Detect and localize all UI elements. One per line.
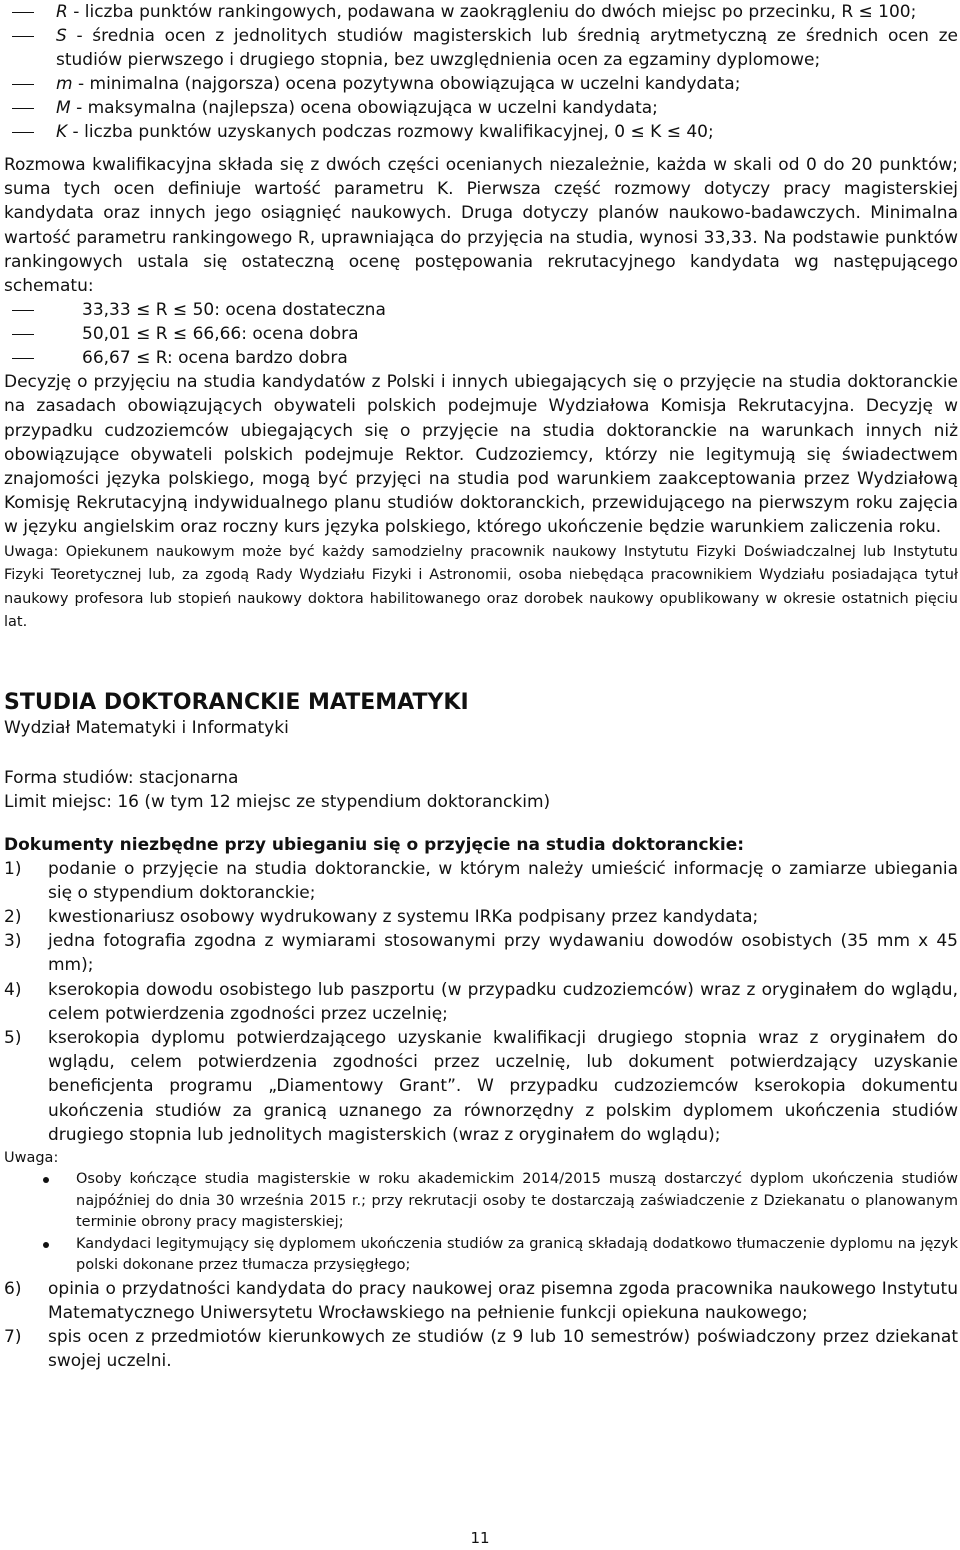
dash-bullet bbox=[4, 72, 56, 96]
symbol: R bbox=[56, 2, 68, 22]
dash-bullet bbox=[4, 298, 56, 322]
dash-bullet bbox=[4, 322, 56, 346]
item-text: kwestionariusz osobowy wydrukowany z systemu IRKa podpisany przez kandydata; bbox=[48, 907, 759, 928]
bullet-dot bbox=[4, 1234, 76, 1277]
grade-text: 33,33 ≤ R ≤ 50: ocena dostateczna bbox=[82, 300, 386, 321]
symbol: S bbox=[56, 26, 67, 46]
section-title: STUDIA DOKTORANCKIE MATEMATYKI bbox=[4, 689, 469, 715]
document-item bbox=[4, 905, 958, 929]
definition-text: - liczba punktów rankingowych, podawana w zaokrągleniu do dwóch miejsc po przecinku, R ≤ 100; bbox=[67, 2, 917, 22]
definition-mmax bbox=[4, 96, 958, 120]
document-item bbox=[4, 1277, 958, 1325]
grade-text: 50,01 ≤ R ≤ 66,66: ocena dobra bbox=[82, 324, 359, 345]
item-number: 6) bbox=[4, 1278, 22, 1299]
definition-r bbox=[4, 0, 958, 24]
dash-bullet bbox=[4, 120, 56, 144]
bullet-dot bbox=[4, 1169, 76, 1234]
documents-heading: Dokumenty niezbędne przy ubieganiu się o przyjęcie na studia doktoranckie: bbox=[4, 834, 745, 855]
places-limit: Limit miejsc: 16 (w tym 12 miejsc ze stypendium doktoranckim) bbox=[4, 791, 551, 812]
item-number: 3) bbox=[4, 931, 22, 952]
study-form: Forma studiów: stacjonarna bbox=[4, 767, 239, 788]
faculty-name: Wydział Matematyki i Informatyki bbox=[4, 717, 289, 738]
definition-text: - maksymalna (najlepsza) ocena obowiązująca w uczelni kandydata; bbox=[70, 98, 658, 118]
definition-text: - średnia ocen z jednolitych studiów magisterskich lub średnią arytmetyczną ze średnich ocen ze studiów pierwszego i drugiego stopnia, bez uwzględnienia ocen za egzaminy dyplomowe; bbox=[56, 26, 958, 70]
document-item bbox=[4, 1325, 958, 1373]
definition-k bbox=[4, 120, 958, 144]
grade-item bbox=[4, 346, 958, 370]
item-number: 1) bbox=[4, 858, 22, 879]
grade-item bbox=[4, 298, 958, 322]
item-number: 7) bbox=[4, 1326, 22, 1347]
document-item bbox=[4, 857, 958, 905]
bullet-text: Kandydaci legitymujący się dyplomem ukończenia studiów za granicą składają dodatkowo tłumaczenie dyplomu na język polski dokonane przez tłumacza przysięgłego; bbox=[76, 1235, 958, 1274]
dash-bullet bbox=[4, 0, 56, 24]
symbol: K bbox=[56, 122, 68, 142]
documents-list-continued bbox=[4, 1277, 958, 1374]
document-item bbox=[4, 929, 958, 977]
page-number: 11 bbox=[470, 1529, 490, 1547]
interview-paragraph: Rozmowa kwalifikacyjna składa się z dwóch części ocenianych niezależnie, każda w skali od 0 do 20 punktów; suma tych ocen definiuje wartość parametru K. Pierwsza część rozmowy dotyczy pracy magisterskiej kandydata oraz innych jego osiągnięć naukowych. Druga dotyczy planów naukowo-badawczych. Minimalna wartość parametru rankingowego R, uprawniająca do przyjęcia na studia, wynosi 33,33. Na podstawie punktów rankingowych ustala się ostateczną ocenę postępowania rekrutacyjnego kandydata wg następującego schematu: bbox=[4, 155, 958, 297]
item-text: kserokopia dowodu osobistego lub paszportu (w przypadku cudzoziemców) wraz z oryginałem do wglądu, celem potwierdzenia zgodności przez uczelnię; bbox=[48, 979, 958, 1024]
documents-list bbox=[4, 857, 958, 1147]
symbol: M bbox=[56, 98, 71, 118]
item-number: 2) bbox=[4, 907, 22, 928]
grade-text: 66,67 ≤ R: ocena bardzo dobra bbox=[82, 348, 348, 369]
definition-text: - liczba punktów uzyskanych podczas rozmowy kwalifikacyjnej, 0 ≤ K ≤ 40; bbox=[67, 122, 714, 142]
item-text: kserokopia dyplomu potwierdzającego uzyskanie kwalifikacji drugiego stopnia wraz z oryginałem do wglądu, celem potwierdzenia zgodności przez uczelnię, lub dokument potwierdzający uzyskanie beneficjenta programu „Diamentowy Grant”. W przypadku cudzoziemców kserokopia dokumentu ukończenia studiów za granicą uznanego za równorzędny z polskim dyplomem ukończenia studiów drugiego stopnia lub jednolitych magisterskich (wraz z oryginałem do wglądu); bbox=[48, 1028, 958, 1145]
document-item bbox=[4, 1026, 958, 1147]
definitions-list bbox=[4, 0, 958, 144]
uwaga-bullet bbox=[4, 1234, 958, 1277]
item-text: podanie o przyjęcie na studia doktoranckie, w którym należy umieścić informację o zamiarze ubiegania się o stypendium doktoranckie; bbox=[48, 858, 958, 903]
uwaga-label: Uwaga: bbox=[4, 1150, 59, 1167]
grade-item bbox=[4, 322, 958, 346]
item-number: 5) bbox=[4, 1028, 22, 1049]
grades-list bbox=[4, 298, 958, 370]
supervisor-note: Uwaga: Opiekunem naukowym może być każdy samodzielny pracownik naukowy Instytutu Fizyki Doświadczalnej lub Instytutu Fizyki Teoretycznej lub, za zgodą Rady Wydziału Fizyki i Astronomii, osoba niebędąca pracownikiem Wydziału posiadająca tytuł naukowy profesora lub stopień naukowy doktora habilitowanego oraz dorobek naukowy opublikowany w okresie ostatnich pięciu lat. bbox=[4, 543, 958, 631]
dash-bullet bbox=[4, 346, 56, 370]
decision-paragraph: Decyzję o przyjęciu na studia kandydatów z Polski i innych ubiegających się o przyjęcie na studia doktoranckie na zasadach obowiązujących obywateli polskich podejmuje Wydziałowa Komisja Rekrutacyjna. Decyzję w przypadku cudzoziemców ubiegających się o przyjęcie na studia doktoranckie na warunkach innych niż obowiązujące obywateli polskich podejmuje Rektor. Cudzoziemcy, którzy nie legitymują się świadectwem znajomości języka polskiego, mogą być przyjęci na studia pod warunkiem zaakceptowania przez Wydziałową Komisję Rekrutacyjną indywidualnego planu studiów doktoranckich, przewidującego na pierwszym roku zajęcia w języku angielskim oraz roczny kurs języka polskiego, którego ukończenie będzie warunkiem zaliczenia roku. bbox=[4, 372, 958, 538]
item-text: spis ocen z przedmiotów kierunkowych ze studiów (z 9 lub 10 semestrów) poświadczony przez dziekanat swojej uczelni. bbox=[48, 1326, 958, 1372]
item-text: opinia o przydatności kandydata do pracy naukowej oraz pisemna zgoda pracownika naukowego Instytutu Matematycznego Uniwersytetu Wrocławskiego na pełnienie funkcji opiekuna naukowego; bbox=[48, 1278, 958, 1323]
definition-text: - minimalna (najgorsza) ocena pozytywna obowiązująca w uczelni kandydata; bbox=[72, 74, 741, 94]
uwaga-bullets bbox=[4, 1169, 958, 1277]
item-number: 4) bbox=[4, 979, 22, 1000]
bullet-text: Osoby kończące studia magisterskie w roku akademickim 2014/2015 muszą dostarczyć dyplom ukończenia studiów najpóźniej do dnia 30 września 2015 r.; przy rekrutacji osoby te dostarczają zaświadczenie z Dziekanatu o planowanym terminie obrony pracy magisterskiej; bbox=[76, 1171, 958, 1231]
dash-bullet bbox=[4, 24, 56, 48]
uwaga-bullet bbox=[4, 1169, 958, 1234]
dash-bullet bbox=[4, 96, 56, 120]
document-item bbox=[4, 978, 958, 1026]
symbol: m bbox=[56, 74, 73, 94]
definition-m bbox=[4, 72, 958, 96]
content-column bbox=[4, 0, 958, 1373]
definition-s bbox=[4, 24, 958, 72]
item-text: jedna fotografia zgodna z wymiarami stosowanymi przy wydawaniu dowodów osobistych (35 mm x 45 mm); bbox=[48, 931, 958, 976]
